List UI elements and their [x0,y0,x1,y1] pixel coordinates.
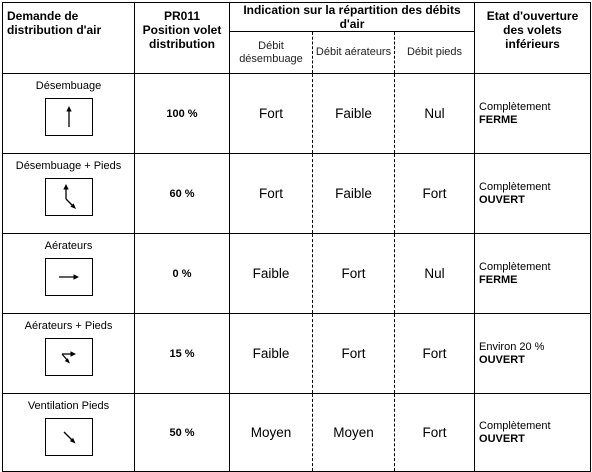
table-row [3,394,591,472]
demande-label: Aérateurs [44,240,93,252]
debit-pieds-value: Nul [395,74,475,154]
arrow-down-right-icon [45,418,93,456]
header-position-label: Position volet distribution [142,23,222,51]
table-row [3,74,591,154]
etat-line2: FERME [479,113,518,126]
demande-label: Désembuage + Pieds [15,160,122,172]
debit-desembuage-value: Faible [230,234,313,314]
header-position [135,3,230,74]
etat-cell [475,314,591,394]
debit-desembuage-value: Fort [230,154,313,234]
debit-pieds-value: Fort [395,314,475,394]
arrow-right-and-down-right-icon [45,338,93,376]
debit-desembuage-value: Faible [230,314,313,394]
debit-aerateurs-value: Faible [313,154,395,234]
table-row [3,314,591,394]
etat-line2: OUVERT [479,193,525,206]
etat-cell [475,154,591,234]
etat-line2: OUVERT [479,432,525,445]
debit-aerateurs-value: Fort [313,234,395,314]
etat-line1: Complètement [479,100,551,113]
table-row [3,154,591,234]
arrow-up-and-down-right-icon [45,178,93,216]
header-debit-pieds: Débit pieds [395,32,475,74]
demande-cell [3,394,135,472]
debit-aerateurs-value: Faible [313,74,395,154]
etat-line2: OUVERT [479,353,525,366]
demande-cell [3,74,135,154]
header-debit-aerateurs: Débit aérateurs [313,32,395,74]
debit-desembuage-value: Moyen [230,394,313,472]
etat-line1: Complètement [479,260,551,273]
etat-cell [475,234,591,314]
debit-aerateurs-value: Moyen [313,394,395,472]
etat-cell [475,74,591,154]
position-value: 60 % [135,154,230,234]
header-debit-desembuage: Débit désembuage [230,32,313,74]
header-indication: Indication sur la répartition des débits d'air [230,3,475,32]
air-distribution-table [2,2,591,472]
header-etat: Etat d'ouverture des volets inférieurs [475,3,591,74]
etat-cell [475,394,591,472]
arrow-right-icon [45,258,93,296]
etat-line1: Environ 20 % [479,340,545,353]
demande-cell [3,154,135,234]
table-row [3,234,591,314]
debit-pieds-value: Fort [395,394,475,472]
debit-aerateurs-value: Fort [313,314,395,394]
etat-line1: Complètement [479,419,551,432]
header-pr011: PR011 [163,9,201,23]
header-row-top [3,3,591,32]
arrow-up-icon [45,98,93,136]
demande-label: Désembuage [35,80,102,92]
header-demande: Demande de distribution d'air [3,3,135,74]
position-value: 100 % [135,74,230,154]
etat-line2: FERME [479,273,518,286]
position-value: 15 % [135,314,230,394]
position-value: 50 % [135,394,230,472]
position-value: 0 % [135,234,230,314]
demande-cell [3,314,135,394]
demande-label: Ventilation Pieds [27,400,110,412]
debit-desembuage-value: Fort [230,74,313,154]
etat-line1: Complètement [479,180,551,193]
debit-pieds-value: Nul [395,234,475,314]
demande-cell [3,234,135,314]
debit-pieds-value: Fort [395,154,475,234]
demande-label: Aérateurs + Pieds [24,320,113,332]
